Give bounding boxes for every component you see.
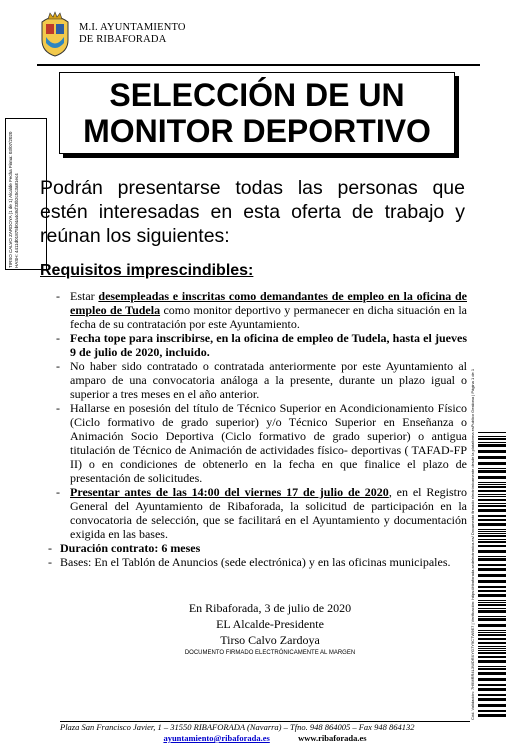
list-item: - Bases: En el Tablón de Anuncios (sede electrónica) y en las oficinas municipales. — [48, 555, 451, 569]
list-item: - Duración contrato: 6 meses — [48, 541, 201, 555]
list-item: - Presentar antes de las 14:00 del viernes 17 de julio de 2020, en el Registro General del Ayuntamiento de Ribaforada, la solicitud de participación en la convocatoria de selección, que se facilitará en el Ayuntamiento y documentación exigida en las bases. — [56, 485, 467, 541]
emphasis-text: Presentar antes de las 14:00 del viernes 17 de julio de 2020 — [70, 485, 389, 499]
intro-paragraph: Podrán presentarse todas las personas que estén interesadas en esta oferta de trabajo y reúnan los siguientes: — [40, 177, 465, 247]
signer-role: EL Alcalde-Presidente — [216, 617, 324, 631]
validation-code: Cód. Validación: 7H9MRR4L3WDRXYG7Y9CTW9E7 | Verificación: https://ribaforada.sedelectronica.es/ Documento firmado electrónicamente desde la plataforma esPublico Gestiona | Página 1 de 1 — [470, 368, 475, 720]
header-rule — [37, 64, 480, 66]
footer — [60, 722, 470, 744]
title-line1: SELECCIÓN DE UN — [109, 77, 405, 113]
signed-note: DOCUMENTO FIRMADO ELECTRÓNICAMENTE AL MARGEN — [184, 650, 356, 656]
title-line2: MONITOR DEPORTIVO — [83, 113, 431, 149]
closing-block — [160, 600, 380, 658]
footer-email-link[interactable]: ayuntamiento@ribaforada.es — [163, 733, 270, 743]
title-box — [59, 72, 455, 154]
requirements-heading: Requisitos imprescindibles: — [40, 262, 254, 279]
footer-address: Plaza San Francisco Javier, 1 – 31550 RIBAFORADA (Navarra) – Tfno. 948 864005 – Fax 948 864132 — [60, 722, 415, 732]
requirements-list — [48, 289, 468, 569]
emphasis-text: desempleadas e inscritas como demandantes de empleo en la oficina de empleo de Tudela — [70, 289, 468, 317]
council-name-line2: DE RIBAFORADA — [79, 34, 167, 45]
letterhead — [38, 10, 186, 58]
list-item: - Hallarse en posesión del título de Técnico Superior en Acondicionamiento Físico (Ciclo formativo de grado superior) y/o Técnico Superior en Enseñanza o Animación Socio Deportiva (Ciclo formativo de grado superior) o antigua titulación de Técnico de Animación de actividades físico- deportivas ( TAFAD-FP II) o en condiciones de obtenerlo en la fecha en que finalice el plazo de presentación de solicitudes. — [56, 401, 467, 485]
footer-web-link[interactable]: www.ribaforada.es — [298, 733, 367, 743]
signature-stamp-text: TIRSO CALVO ZARDOYA (1 de 1) Alcalde Fecha Firma: 03/07/2020 HASH: 4411d01875b04a4c8cf33b2c5c3a81ec4 — [8, 131, 19, 268]
coat-of-arms-icon — [38, 10, 72, 58]
signer-name: Tirso Calvo Zardoya — [220, 633, 320, 647]
council-name-line1: M.I. AYUNTAMIENTO — [79, 22, 186, 33]
list-item: - Estar desempleadas e inscritas como demandantes de empleo en la oficina de empleo de Tudela como monitor deportivo y permanecer en dicha situación en la fecha de su contratación por este Ayuntamiento. — [56, 289, 468, 331]
list-item: - No haber sido contratado o contratada anteriormente por este Ayuntamiento al amparo de una convocatoria análoga a la presente, durante un plazo igual o superior a tres meses en el año anterior. — [56, 359, 467, 401]
list-item: - Fecha tope para inscribirse, en la oficina de empleo de Tudela, hasta el jueves 9 de julio de 2020, incluido. — [56, 331, 467, 359]
barcode-icon — [478, 432, 506, 719]
place-date: En Ribaforada, 3 de julio de 2020 — [188, 601, 352, 615]
